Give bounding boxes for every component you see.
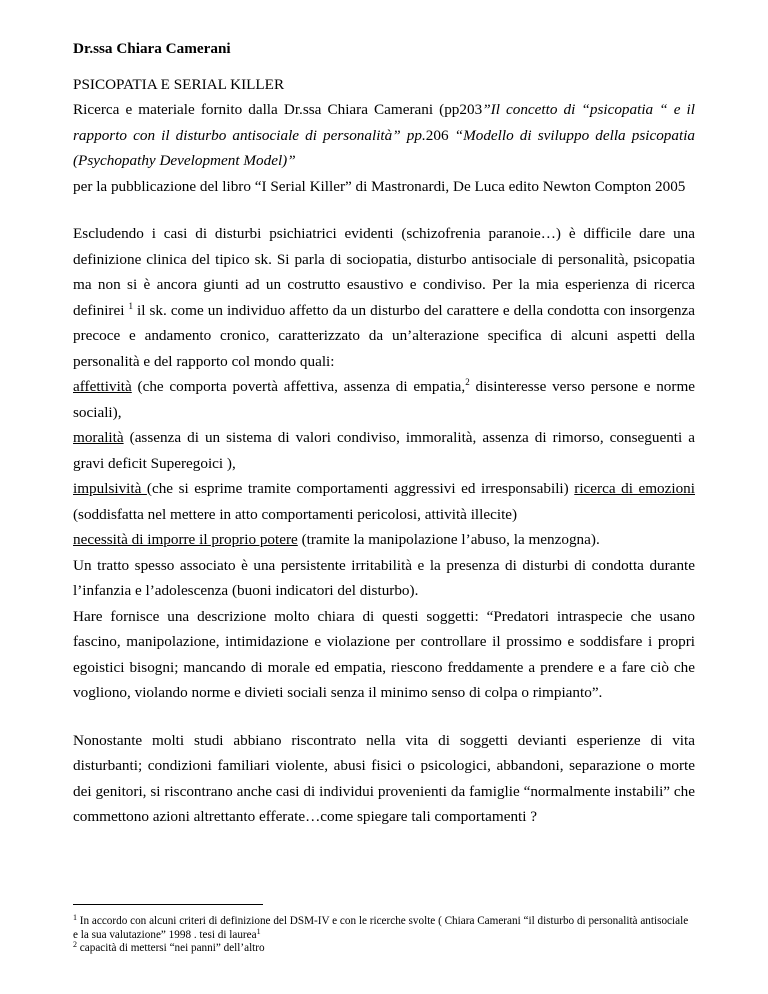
definition-text-a: Escludendo i casi di disturbi psichiatrici evidenti (schizofrenia paranoie…) è difficile dare una definizione clinica del tipico sk. Si parla di sociopatia, disturbo antisociale di personalità, psicopatia ma non si è ancora giunti ad un costrutto esaustivo e condiviso. Per la mia esperienza di ricerca definirei [73, 225, 695, 319]
trait-ricerca-emozioni-text: (soddisfatta nel mettere in atto comportamenti pericolosi, attività illecite) [73, 505, 518, 523]
document-title: PSICOPATIA E SERIAL KILLER [73, 75, 285, 93]
footnote-2-number: 2 [73, 940, 77, 949]
trait-affettivita-text-b: disinteresse verso persone e norme sociali), [73, 378, 695, 421]
trait-affettivita-text: (che comporta povertà affettiva, assenza di empatia, [131, 378, 466, 395]
footnotes [73, 904, 695, 956]
hare-paragraph: Hare fornisce una descrizione molto chiara di questi soggetti: “Predatori intraspecie che usano fascino, manipolazione, intimidazione e violazione per controllare il prossimo e soddisfare i propri egoistici bisogni; mancando di morale ed empatia, riescono freddamente a prendere e a fare ciò che vogliono, violando norme e divieti sociali senza il minimo senso di colpa o rimpianto”. [73, 607, 695, 701]
trait-affettivita-label: affettività [73, 378, 132, 395]
footnote-ref-2[interactable]: 2 [465, 377, 470, 387]
footnote-1-number: 1 [73, 913, 77, 922]
irritability-paragraph: Un tratto spesso associato è una persistente irritabilità e la presenza di disturbi di condotta durante l’infanzia e l’adolescenza (buoni indicatori del disturbo). [73, 556, 695, 599]
intro-paragraph [73, 97, 695, 174]
trait-moralita-label: moralità [73, 429, 124, 446]
intro-text: Ricerca e materiale fornito dalla Dr.ssa Chiara Camerani (pp203 [73, 101, 483, 118]
trait-impulsivita-label: impulsività [73, 480, 147, 497]
trait-impulsivita [73, 476, 695, 527]
closing-paragraph: Nonostante molti studi abbiano riscontrato nella vita di soggetti devianti esperienze di vita disturbanti; condizioni familiari violente, abusi fisici o psicologici, abbandoni, separazione o morte dei genitori, si riscontrano anche casi di individui provenienti da famiglie “normalmente instabili” che commettono azioni altrettanto efferate…come spiegare tali comportamenti ? [73, 731, 695, 825]
trait-moralita-text: (assenza di un sistema di valori condiviso, immoralità, assenza di rimorso, conseguenti a gravi deficit Superegoici ), [73, 429, 695, 472]
document-page [73, 36, 695, 830]
definition-text-b: il sk. come un individuo affetto da un disturbo del carattere e della condotta con insorgenza precoce e andamento cronico, caratterizzato da un’alterazione specifica di alcuni aspetti della personalità e del rapporto col mondo quali: [73, 301, 695, 370]
definition-paragraph [73, 221, 695, 374]
intro-page-number: 206 [425, 126, 449, 144]
footnote-2 [73, 942, 695, 956]
footnote-separator [73, 904, 263, 905]
footnote-1 [73, 915, 695, 942]
footnote-1-tail: 1 [256, 926, 261, 936]
trait-potere-text: (tramite la manipolazione l’abuso, la menzogna). [297, 531, 600, 548]
intro-italic-title-1: ”Il concetto di “psicopatia “ e il rapporto con il disturbo antisociale di personalità” pp. [73, 101, 695, 144]
trait-moralita [73, 425, 695, 476]
footnote-ref-1[interactable]: 1 [128, 300, 133, 311]
trait-impulsivita-text: (che si esprime tramite comportamenti aggressivi ed irresponsabili) [146, 480, 575, 497]
footnote-2-text: capacità di mettersi “nei panni” dell’altro [77, 942, 265, 954]
publication-note: per la pubblicazione del libro “I Serial Killer” di Mastronardi, De Luca edito Newton Compton 2005 [73, 177, 686, 195]
trait-affettivita [73, 374, 695, 425]
intro-italic-title-2: “Modello di sviluppo della psicopatia (Psychopathy Development Model)” [73, 126, 696, 169]
trait-ricerca-emozioni-label: ricerca di emozioni [574, 480, 695, 497]
trait-potere [73, 527, 695, 553]
trait-potere-label: necessità di imporre il proprio potere [73, 531, 298, 548]
footnote-1-text: In accordo con alcuni criteri di definizione del DSM-IV e con le ricerche svolte ( Chiara Camerani “il disturbo di personalità antisociale e la sua valutazione” 1998 . tesi di laurea [73, 915, 689, 941]
author-heading: Dr.ssa Chiara Camerani [73, 40, 231, 57]
